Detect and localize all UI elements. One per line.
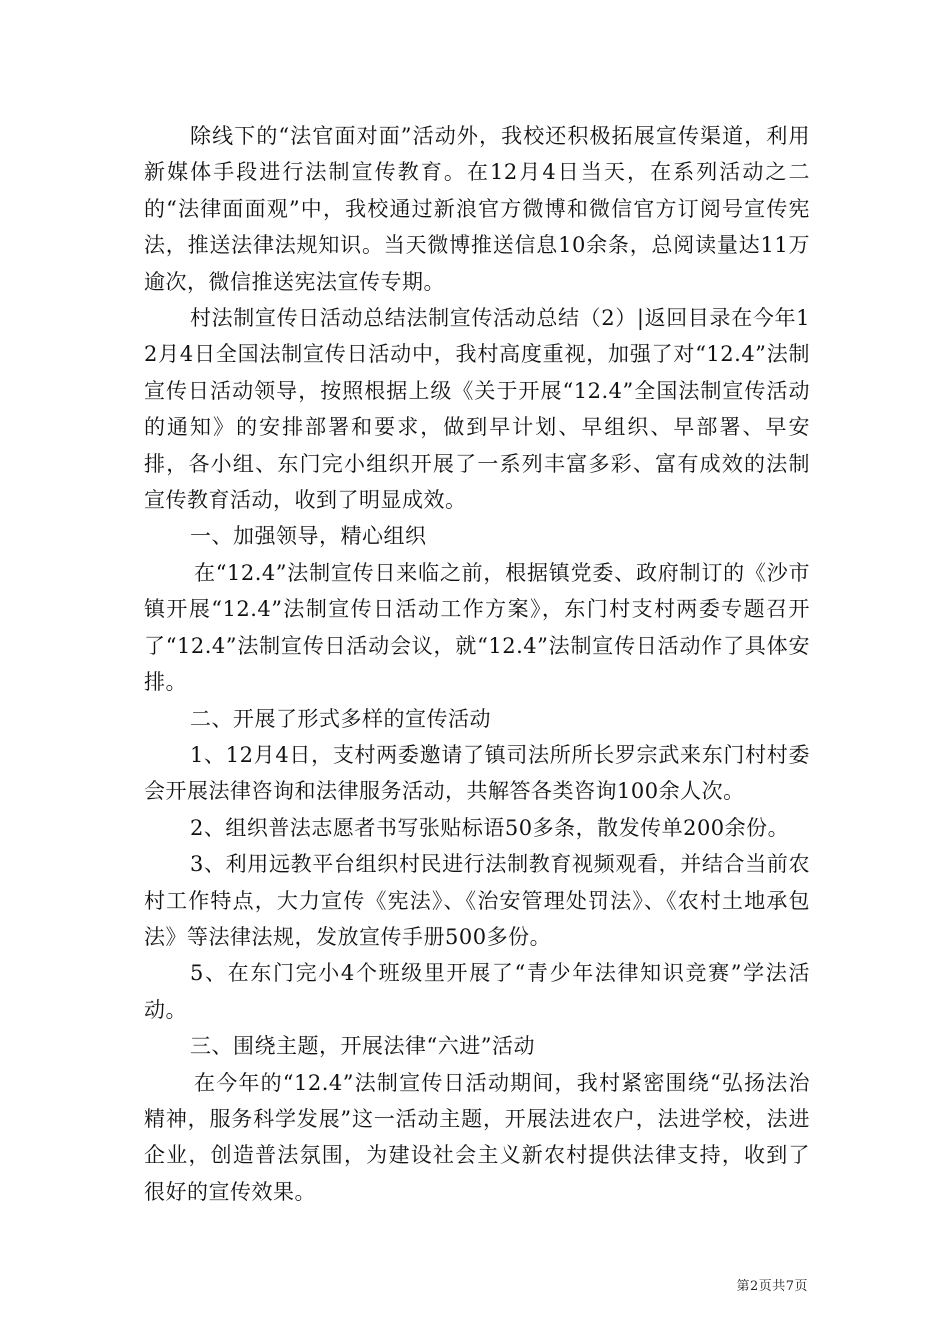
- page-number-footer: 第2页共7页: [736, 1279, 808, 1294]
- paragraph-leadership: 在“12.4”法制宣传日来临之前，根据镇党委、政府制订的《沙市镇开展“12.4”法制宣传日活动工作方案》，东门村支村两委专题召开了“12.4”法制宣传日活动会议，就“12.4”法制宣传日活动作了具体安排。: [144, 560, 810, 695]
- paragraph-six-entries: 在今年的“12.4”法制宣传日活动期间，我村紧密围绕“弘扬法治精神，服务科学发展”这一活动主题，开展法进农户，法进学校，法进企业，创造普法氛围，为建设社会主义新农村提供法律支持，收到了很好的宣传效果。: [144, 1070, 810, 1204]
- paragraph-new-media: 除线下的“法官面对面”活动外，我校还积极拓展宣传渠道，利用新媒体手段进行法制宣传教育。在12月4日当天，在系列活动之二的“法律面面观”中，我校通过新浪官方微博和微信官方订阅号宣传宪法，推送法律法规知识。当天微博推送信息10余条，总阅读量达11万逾次，微信推送宪法宣传专期。: [144, 124, 810, 294]
- paragraph-item-5: 5、在东门完小4个班级里开展了“青少年法律知识竞赛”学法活动。: [144, 961, 810, 1022]
- paragraph-item-3: 3、利用远教平台组织村民进行法制教育视频观看，并结合当前农村工作特点，大力宣传《宪法》、《治安管理处罚法》、《农村土地承包法》等法律法规，发放宣传手册500多份。: [144, 852, 810, 949]
- document-body: [144, 118, 810, 1210]
- paragraph-village-summary: 村法制宣传日活动总结法制宣传活动总结（2）|返回目录在今年12月4日全国法制宣传日活动中，我村高度重视，加强了对“12.4”法制宣传日活动领导，按照根据上级《关于开展“12.4”全国法制宣传活动的通知》的安排部署和要求，做到早计划、早组织、早部署、早安排，各小组、东门完小组织开展了一系列丰富多彩、富有成效的法制宣传教育活动，收到了明显成效。: [144, 306, 810, 513]
- section-heading-1: 一、加强领导，精心组织: [190, 524, 427, 549]
- section-heading-2: 二、开展了形式多样的宣传活动: [190, 706, 491, 731]
- paragraph-item-1: 1、12月4日，支村两委邀请了镇司法所所长罗宗武来东门村村委会开展法律咨询和法律服务活动，共解答各类咨询100余人次。: [144, 742, 810, 804]
- paragraph-item-2: 2、组织普法志愿者书写张贴标语50多条，散发传单200余份。: [190, 815, 790, 840]
- section-heading-3: 三、围绕主题，开展法律“六进”活动: [190, 1034, 535, 1059]
